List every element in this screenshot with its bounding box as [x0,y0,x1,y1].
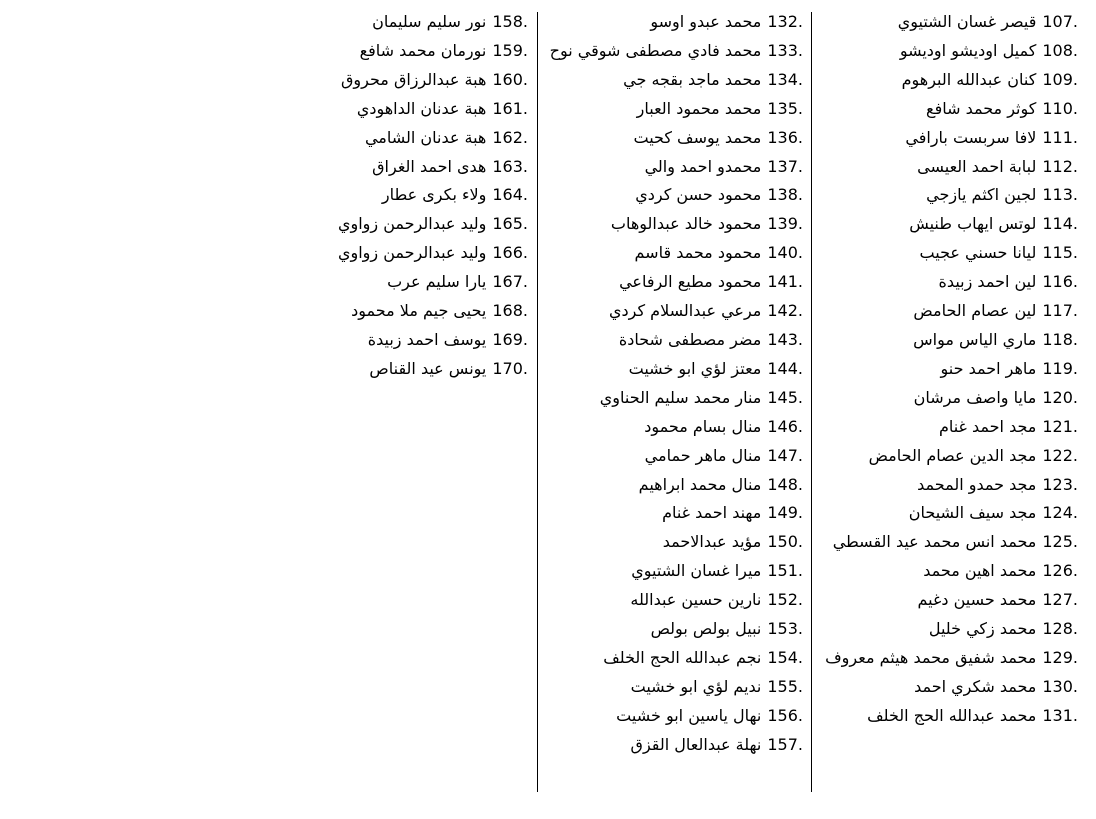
list-item [812,702,1078,731]
person-name: لوتس ايهاب طنيش [909,214,1037,234]
item-number: 148. [767,474,803,494]
list-item [812,499,1078,528]
person-name: ميرا غسان الشتيوي [631,561,762,581]
item-number: 155. [767,676,803,696]
person-name: نبيل بولص بولص [650,619,762,639]
person-name: قيصر غسان الشتيوي [897,12,1037,31]
list-item [537,210,803,239]
person-name: نديم لؤي ابو خشيت [630,676,762,696]
person-name: مجد احمد غنام [938,416,1037,436]
person-name: ماهر احمد حنو [940,358,1037,378]
list-item [812,8,1078,37]
item-number: 132. [767,12,803,31]
person-name: نهال ياسين ابو خشيت [616,705,762,725]
item-number: 119. [1042,358,1078,378]
item-number: 158. [492,12,528,31]
list-item [812,442,1078,471]
person-name: مايا واصف مرشان [913,387,1037,407]
person-name: محمود حسن كردي [635,185,762,205]
item-number: 116. [1042,272,1078,292]
person-name: محمدو احمد والي [644,156,762,176]
item-number: 118. [1042,329,1078,349]
list-item [537,181,803,210]
list-item [812,37,1078,66]
list-item [300,297,528,326]
person-name: نهلة عبدالعال القزق [630,734,762,754]
list-item [537,239,803,268]
person-name: محمد محمود العبار [636,98,762,118]
list-item [812,384,1078,413]
list-item [812,615,1078,644]
item-number: 159. [492,40,528,60]
list-item [537,8,803,37]
person-name: محمد اهين محمد [923,561,1037,581]
list-item [300,95,528,124]
list-item [812,153,1078,182]
person-name: كميل اوديشو اوديشو [899,40,1037,60]
item-number: 142. [767,301,803,321]
person-name: هبة عبدالرزاق محروق [340,69,487,89]
item-number: 112. [1042,156,1078,176]
person-name: مهند احمد غنام [662,503,762,523]
item-number: 162. [492,127,528,147]
item-number: 136. [767,127,803,147]
list-item [537,644,803,673]
person-name: محمود خالد عبدالوهاب [610,214,762,234]
item-number: 125. [1042,532,1078,552]
item-number: 156. [767,705,803,725]
item-number: 121. [1042,416,1078,436]
item-number: 145. [767,387,803,407]
item-number: 110. [1042,98,1078,118]
person-name: محمد شفيق محمد هيثم معروف [825,647,1037,667]
item-number: 137. [767,156,803,176]
person-name: محمد عبدو اوسو [650,12,762,31]
list-item [537,297,803,326]
person-name: نور سليم سليمان [372,12,487,31]
item-number: 131. [1042,705,1078,725]
list-item [537,731,803,760]
list-item [300,8,528,37]
person-name: مجد سيف الشيحان [908,503,1037,523]
person-name: يوسف احمد زبيدة [367,329,487,349]
item-number: 135. [767,98,803,118]
item-number: 167. [492,272,528,292]
list-item [537,384,803,413]
list-item [537,528,803,557]
item-number: 161. [492,98,528,118]
person-name: محمد حسين دغيم [917,590,1037,610]
item-number: 134. [767,69,803,89]
item-number: 144. [767,358,803,378]
list-item [537,153,803,182]
list-item [812,528,1078,557]
item-number: 140. [767,243,803,263]
list-item [812,326,1078,355]
item-number: 128. [1042,619,1078,639]
list-item [300,37,528,66]
item-number: 147. [767,445,803,465]
item-number: 165. [492,214,528,234]
list-item [537,499,803,528]
person-name: مجد حمدو المحمد [917,474,1037,494]
person-name: ماري الياس مواس [913,329,1037,349]
list-item [812,210,1078,239]
person-name: منال بسام محمود [644,416,762,436]
item-number: 139. [767,214,803,234]
list-item [812,471,1078,500]
person-name: يحيى جيم ملا محمود [351,301,487,321]
list-item [537,442,803,471]
item-number: 170. [492,358,528,378]
item-number: 122. [1042,445,1078,465]
list-item [300,268,528,297]
person-name: كوثر محمد شافع [926,98,1037,118]
person-name: محمد عبدالله الحج الخلف [867,705,1037,725]
list-item [812,239,1078,268]
list-item [812,586,1078,615]
list-item [812,95,1078,124]
item-number: 117. [1042,301,1078,321]
list-item [537,326,803,355]
item-number: 127. [1042,590,1078,610]
item-number: 108. [1042,40,1078,60]
list-item [300,210,528,239]
person-name: مرعي عبدالسلام كردي [609,301,762,321]
item-number: 123. [1042,474,1078,494]
list-item [537,471,803,500]
person-name: محمد انس محمد عيد القسطي [832,532,1037,552]
item-number: 146. [767,416,803,436]
person-name: هبة عدنان الشامي [364,127,487,147]
names-column-1 [812,8,1078,731]
item-number: 163. [492,156,528,176]
person-name: معتز لؤي ابو خشيت [628,358,762,378]
person-name: كنان عبدالله البرهوم [901,69,1037,89]
names-column-3 [300,8,528,384]
item-number: 133. [767,40,803,60]
person-name: ليانا حسني عجيب [919,243,1037,263]
item-number: 141. [767,272,803,292]
person-name: وليد عبدالرحمن زواوي [337,214,487,234]
item-number: 115. [1042,243,1078,263]
person-name: محمد زكي خليل [928,619,1037,639]
list-item [537,557,803,586]
item-number: 113. [1042,185,1078,205]
list-item [300,66,528,95]
person-name: لين احمد زبيدة [938,272,1037,292]
person-name: محمد ماجد بقجه جي [623,69,762,89]
item-number: 114. [1042,214,1078,234]
person-name: نورمان محمد شافع [359,40,487,60]
list-item [537,37,803,66]
list-item [537,66,803,95]
person-name: محمود مطيع الرفاعي [619,272,762,292]
person-name: منار محمد سليم الحناوي [599,387,762,407]
person-name: محمود محمد قاسم [634,243,762,263]
item-number: 143. [767,329,803,349]
person-name: ولاء بكرى عطار [381,185,487,205]
list-item [537,355,803,384]
list-item [812,644,1078,673]
person-name: لافا سربست بارافي [905,127,1037,147]
list-item [300,239,528,268]
person-name: مؤيد عبدالاحمد [662,532,762,552]
item-number: 129. [1042,647,1078,667]
column-divider [537,12,538,792]
item-number: 107. [1042,12,1078,31]
item-number: 166. [492,243,528,263]
list-item [812,124,1078,153]
list-item [812,181,1078,210]
item-number: 169. [492,329,528,349]
item-number: 138. [767,185,803,205]
person-name: مجد الدين عصام الحامض [868,445,1037,465]
person-name: محمد فادي مصطفى شوقي نوح [549,40,762,60]
item-number: 130. [1042,676,1078,696]
item-number: 126. [1042,561,1078,581]
person-name: وليد عبدالرحمن زواوي [337,243,487,263]
list-item [537,413,803,442]
list-item [300,326,528,355]
list-item [537,673,803,702]
list-item [537,586,803,615]
list-item [537,268,803,297]
person-name: لجين اكثم يازجي [926,185,1037,205]
item-number: 168. [492,301,528,321]
person-name: يارا سليم عرب [387,272,487,292]
person-name: لبابة احمد العيسى [917,156,1037,176]
person-name: منال محمد ابراهيم [638,474,762,494]
person-name: محمد يوسف كحيت [633,127,762,147]
list-item [300,124,528,153]
list-item [537,702,803,731]
person-name: مضر مصطفى شحادة [618,329,762,349]
person-name: منال ماهر حمامي [644,445,762,465]
list-item [812,66,1078,95]
person-name: هبة عدنان الداهودي [356,98,487,118]
person-name: لين عصام الحامض [913,301,1037,321]
item-number: 120. [1042,387,1078,407]
item-number: 157. [767,734,803,754]
item-number: 160. [492,69,528,89]
item-number: 152. [767,590,803,610]
item-number: 153. [767,619,803,639]
item-number: 149. [767,503,803,523]
item-number: 124. [1042,503,1078,523]
person-name: يونس عيد القناص [369,358,487,378]
list-item [812,673,1078,702]
item-number: 150. [767,532,803,552]
column-divider [811,12,812,792]
item-number: 109. [1042,69,1078,89]
list-item [812,268,1078,297]
list-item [537,124,803,153]
list-item [812,413,1078,442]
item-number: 111. [1042,127,1078,147]
list-item [300,181,528,210]
list-item [537,95,803,124]
item-number: 151. [767,561,803,581]
list-item [812,297,1078,326]
list-item [812,355,1078,384]
names-column-2 [537,8,803,760]
person-name: هدى احمد الغراق [372,156,487,176]
list-item [300,355,528,384]
item-number: 154. [767,647,803,667]
list-item [300,153,528,182]
list-item [537,615,803,644]
item-number: 164. [492,185,528,205]
person-name: محمد شكري احمد [914,676,1037,696]
person-name: نجم عبدالله الحج الخلف [603,647,762,667]
list-item [812,557,1078,586]
person-name: نارين حسين عبدالله [630,590,762,610]
